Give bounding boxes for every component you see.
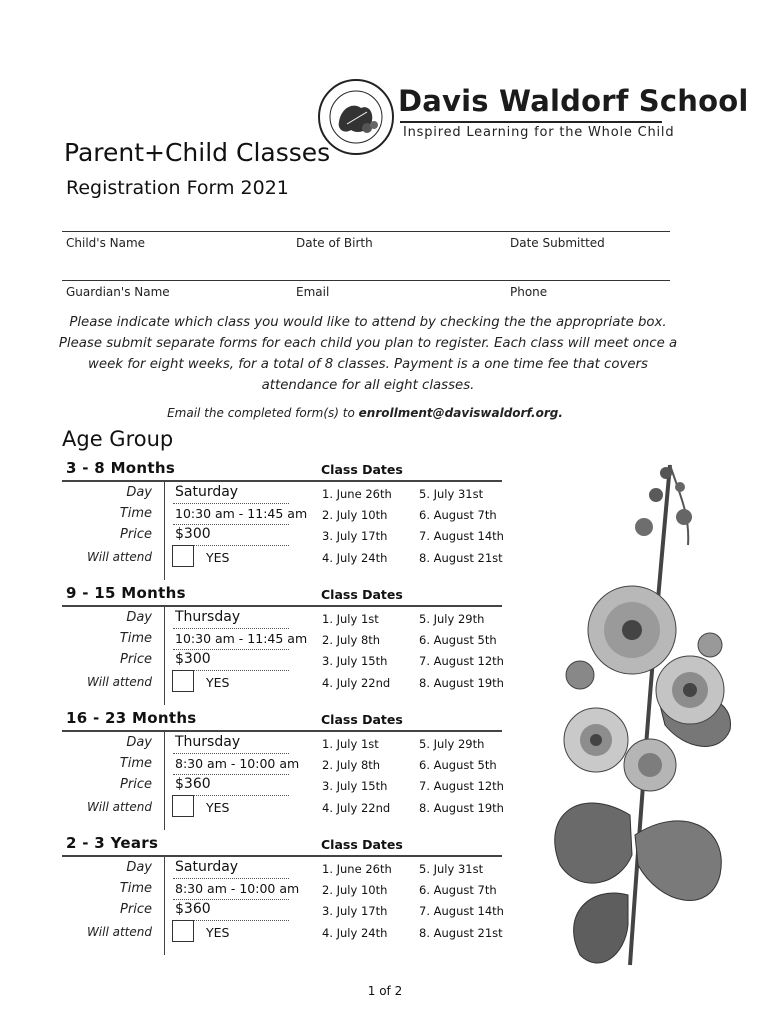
will-attend-checkbox[interactable]: [172, 670, 194, 692]
class-date: 6. August 7th: [419, 508, 497, 522]
price-label: Price: [120, 902, 152, 917]
block-rule: [62, 730, 502, 732]
child-name-field[interactable]: Child's Name: [66, 236, 146, 250]
class-date: 4. July 24th: [322, 926, 388, 940]
will-attend-checkbox[interactable]: [172, 920, 194, 942]
guardian-name-field[interactable]: Guardian's Name: [66, 285, 170, 299]
class-date: 4. July 24th: [322, 551, 388, 565]
age-group-title: 16 - 23 Months: [66, 709, 197, 727]
class-dates-heading: Class Dates: [321, 587, 403, 602]
tagline-rule: [400, 121, 662, 123]
date-submitted-field[interactable]: Date Submitted: [510, 236, 605, 250]
class-day: Thursday: [175, 609, 241, 625]
yes-label: YES: [206, 800, 230, 815]
class-time: 10:30 am - 11:45 am: [175, 506, 308, 521]
class-time: 10:30 am - 11:45 am: [175, 631, 308, 646]
day-underline: [173, 628, 289, 629]
instructions-text: Please indicate which class you would like to attend by checking the the appropriate box. Please submit separate forms for each child you plan to register. Each class will meet once a week for eight weeks, for a total of 8 classes. Payment is a one time fee that covers attendance for all eight classes.: [58, 315, 678, 393]
email-field[interactable]: Email: [296, 285, 330, 299]
day-label: Day: [126, 610, 152, 625]
class-date: 7. August 14th: [419, 529, 504, 543]
age-group-title: 2 - 3 Years: [66, 834, 159, 852]
class-date: 5. July 31st: [419, 862, 484, 876]
time-label: Time: [119, 631, 152, 646]
price-label: Price: [120, 777, 152, 792]
day-label: Day: [126, 735, 152, 750]
class-day: Thursday: [175, 734, 241, 750]
class-day: Saturday: [175, 484, 239, 500]
will-attend-label: Will attend: [86, 550, 152, 564]
will-attend-label: Will attend: [86, 675, 152, 689]
block-rule: [62, 480, 502, 482]
class-dates-heading: Class Dates: [321, 712, 403, 727]
age-group-title: 3 - 8 Months: [66, 459, 176, 477]
class-date: 4. July 22nd: [322, 676, 391, 690]
class-price: $300: [175, 651, 211, 667]
class-date: 7. August 12th: [419, 779, 504, 793]
will-attend-checkbox[interactable]: [172, 795, 194, 817]
class-time: 8:30 am - 10:00 am: [175, 756, 300, 771]
class-date: 6. August 7th: [419, 883, 497, 897]
block-rule: [62, 855, 502, 857]
class-date: 2. July 8th: [322, 633, 381, 647]
class-date: 2. July 10th: [322, 883, 388, 897]
age-group-heading: Age Group: [62, 427, 174, 451]
class-date: 6. August 5th: [419, 633, 497, 647]
day-underline: [173, 503, 289, 504]
class-price: $360: [175, 776, 211, 792]
time-underline: [173, 774, 289, 775]
class-date: 3. July 17th: [322, 529, 388, 543]
enrollment-email-link[interactable]: enrollment@daviswaldorf.org.: [358, 406, 563, 420]
class-date: 1. June 26th: [322, 487, 392, 501]
form-rule-middle: [62, 280, 670, 281]
class-date: 3. July 15th: [322, 779, 388, 793]
day-underline: [173, 753, 289, 754]
block-vertical-rule: [164, 855, 165, 955]
block-vertical-rule: [164, 480, 165, 580]
class-date: 8. August 19th: [419, 801, 504, 815]
day-label: Day: [126, 860, 152, 875]
page-subtitle: Registration Form 2021: [66, 177, 289, 199]
class-date: 1. July 1st: [322, 737, 379, 751]
will-attend-label: Will attend: [86, 800, 152, 814]
will-attend-checkbox[interactable]: [172, 545, 194, 567]
class-date: 2. July 10th: [322, 508, 388, 522]
school-tagline: Inspired Learning for the Whole Child: [403, 125, 675, 140]
will-attend-label: Will attend: [86, 925, 152, 939]
class-date: 8. August 19th: [419, 676, 504, 690]
hollyhock-illustration: [520, 455, 750, 975]
class-date: 8. August 21st: [419, 551, 503, 565]
class-dates-heading: Class Dates: [321, 462, 403, 477]
class-date: 2. July 8th: [322, 758, 381, 772]
phone-field[interactable]: Phone: [510, 285, 548, 299]
class-date: 8. August 21st: [419, 926, 503, 940]
class-date: 5. July 31st: [419, 487, 484, 501]
class-date: 4. July 22nd: [322, 801, 391, 815]
age-group-title: 9 - 15 Months: [66, 584, 186, 602]
class-date: 3. July 17th: [322, 904, 388, 918]
yes-label: YES: [206, 550, 230, 565]
class-date: 6. August 5th: [419, 758, 497, 772]
class-price: $360: [175, 901, 211, 917]
class-price: $300: [175, 526, 211, 542]
form-rule-top: [62, 231, 670, 232]
page-number: 1 of 2: [367, 984, 403, 998]
class-dates-heading: Class Dates: [321, 837, 403, 852]
time-label: Time: [119, 881, 152, 896]
block-vertical-rule: [164, 730, 165, 830]
class-time: 8:30 am - 10:00 am: [175, 881, 300, 896]
class-day: Saturday: [175, 859, 239, 875]
block-vertical-rule: [164, 605, 165, 705]
block-rule: [62, 605, 502, 607]
page-title: Parent+Child Classes: [64, 138, 331, 167]
class-date: 5. July 29th: [419, 612, 485, 626]
price-label: Price: [120, 652, 152, 667]
time-underline: [173, 899, 289, 900]
price-label: Price: [120, 527, 152, 542]
time-underline: [173, 649, 289, 650]
day-label: Day: [126, 485, 152, 500]
yes-label: YES: [206, 925, 230, 940]
time-underline: [173, 524, 289, 525]
email-note-prefix: Email the completed form(s) to: [167, 406, 359, 420]
school-name: Davis Waldorf School: [398, 84, 749, 118]
email-note: [120, 406, 610, 420]
class-date: 7. August 14th: [419, 904, 504, 918]
class-date: 5. July 29th: [419, 737, 485, 751]
time-label: Time: [119, 756, 152, 771]
class-date: 3. July 15th: [322, 654, 388, 668]
date-of-birth-field[interactable]: Date of Birth: [296, 236, 373, 250]
class-date: 1. June 26th: [322, 862, 392, 876]
yes-label: YES: [206, 675, 230, 690]
day-underline: [173, 878, 289, 879]
time-label: Time: [119, 506, 152, 521]
class-date: 7. August 12th: [419, 654, 504, 668]
class-date: 1. July 1st: [322, 612, 379, 626]
